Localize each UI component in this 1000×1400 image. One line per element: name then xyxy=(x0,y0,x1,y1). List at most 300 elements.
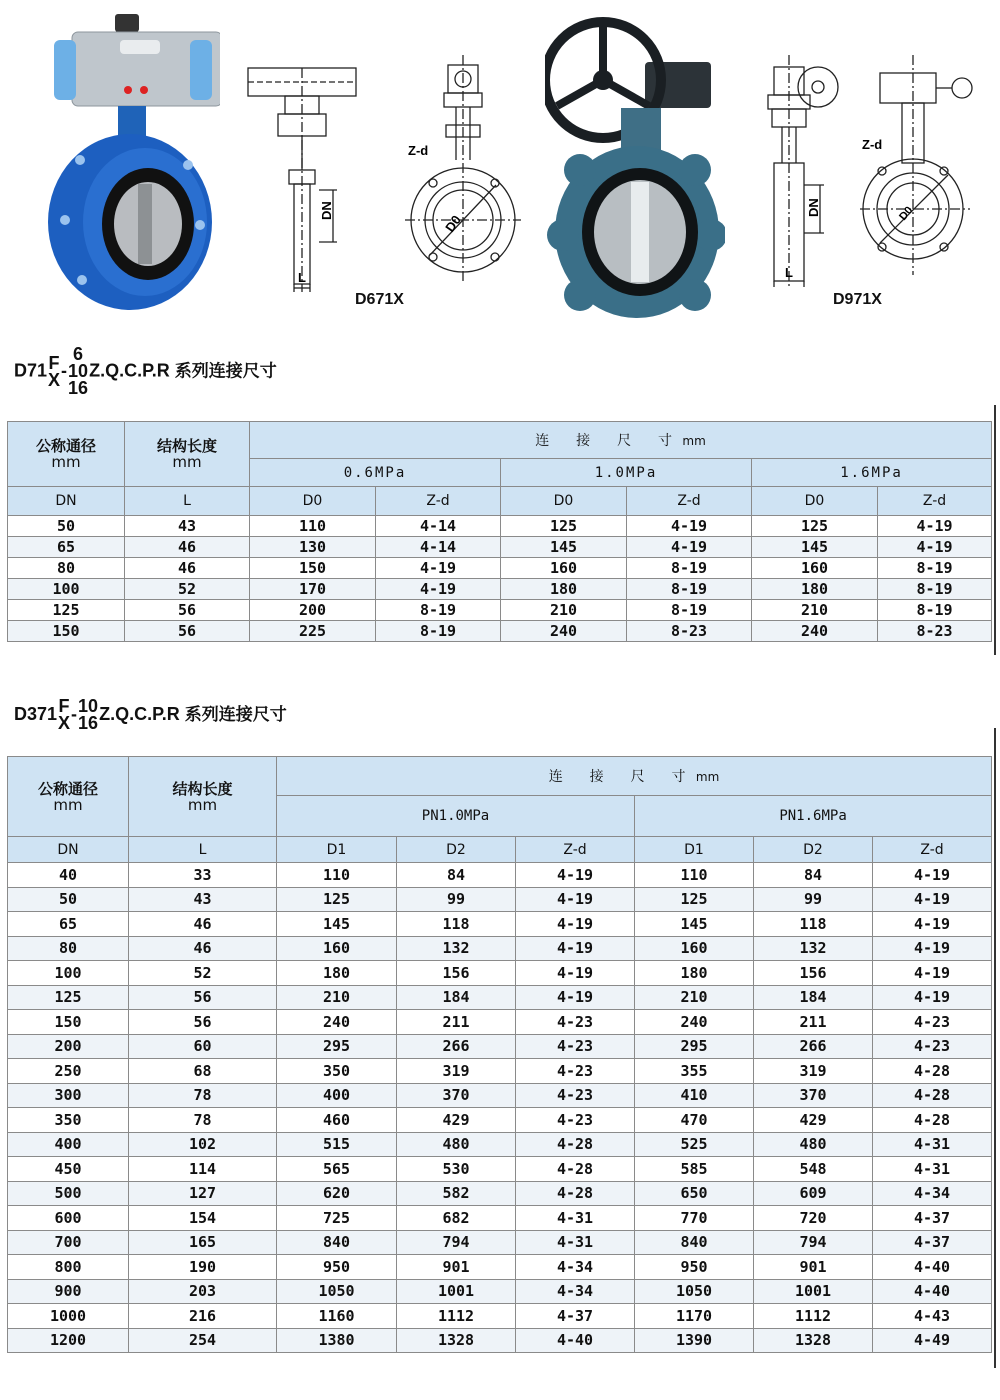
table-cell: 4-19 xyxy=(873,887,992,912)
table-cell: 68 xyxy=(129,1059,277,1084)
table-cell: 240 xyxy=(501,621,627,642)
nominal-diameter-header: 公称通径 mm xyxy=(8,757,129,837)
table-cell: 180 xyxy=(635,961,754,986)
col-header: L xyxy=(125,487,250,516)
table-cell: 52 xyxy=(129,961,277,986)
table-cell: 1050 xyxy=(277,1279,397,1304)
l-dimension-label: L xyxy=(298,270,306,285)
table-cell: 210 xyxy=(277,985,397,1010)
table-row xyxy=(8,1083,992,1108)
table-cell: 429 xyxy=(754,1108,873,1133)
table-cell: 145 xyxy=(635,912,754,937)
table-cell: 4-28 xyxy=(516,1157,635,1182)
table-cell: 8-19 xyxy=(627,579,752,600)
table-cell: 43 xyxy=(125,516,250,537)
title-lower: X xyxy=(48,369,61,390)
table-cell: 160 xyxy=(635,936,754,961)
title-dash: - xyxy=(71,703,78,724)
table-cell: 460 xyxy=(277,1108,397,1133)
table-cell: 118 xyxy=(397,912,516,937)
table-cell: 4-19 xyxy=(627,516,752,537)
table-cell: 52 xyxy=(125,579,250,600)
table-cell: 4-19 xyxy=(376,558,501,579)
table-cell: 8-19 xyxy=(627,600,752,621)
title-upper: F xyxy=(58,696,70,716)
table-cell: 500 xyxy=(8,1181,129,1206)
table-cell: 125 xyxy=(752,516,878,537)
pressure-header: 1.0MPa xyxy=(501,459,752,487)
d0-dimension-label: D0 xyxy=(442,212,464,235)
table-cell: 125 xyxy=(635,887,754,912)
table-cell: 400 xyxy=(277,1083,397,1108)
table-cell: 100 xyxy=(8,579,125,600)
table-cell: 210 xyxy=(501,600,627,621)
table-cell: 8-19 xyxy=(878,558,992,579)
table2-title xyxy=(14,698,287,732)
table-row xyxy=(8,961,992,986)
zd-dimension-label: Z-d xyxy=(862,137,883,152)
table-row xyxy=(8,1328,992,1353)
table-cell: 515 xyxy=(277,1132,397,1157)
title-top: 6 xyxy=(73,344,84,364)
table-cell: 1200 xyxy=(8,1328,129,1353)
table-cell: 370 xyxy=(754,1083,873,1108)
table-cell: 50 xyxy=(8,887,129,912)
table-cell: 210 xyxy=(752,600,878,621)
d671x-side-drawing xyxy=(245,60,360,295)
col-header: Z-d xyxy=(376,487,501,516)
table-cell: 114 xyxy=(129,1157,277,1182)
table-cell: 154 xyxy=(129,1206,277,1231)
col-header: Z-d xyxy=(516,837,635,863)
table-cell: 1170 xyxy=(635,1304,754,1329)
table-cell: 65 xyxy=(8,537,125,558)
table-cell: 480 xyxy=(397,1132,516,1157)
table-cell: 8-23 xyxy=(878,621,992,642)
table-cell: 901 xyxy=(754,1255,873,1280)
table-cell: 565 xyxy=(277,1157,397,1182)
table-cell: 216 xyxy=(129,1304,277,1329)
table-cell: 8-19 xyxy=(878,600,992,621)
table-row xyxy=(8,887,992,912)
pressure-header: 1.6MPa xyxy=(752,459,992,487)
table-cell: 901 xyxy=(397,1255,516,1280)
table-cell: 900 xyxy=(8,1279,129,1304)
table-cell: 4-23 xyxy=(516,1034,635,1059)
col-header: D0 xyxy=(250,487,376,516)
table-cell: 4-37 xyxy=(873,1230,992,1255)
table-cell: 4-37 xyxy=(516,1304,635,1329)
table-row xyxy=(8,1034,992,1059)
table-cell: 43 xyxy=(129,887,277,912)
table-cell: 319 xyxy=(397,1059,516,1084)
table-cell: 56 xyxy=(129,1010,277,1035)
table-cell: 110 xyxy=(277,863,397,888)
table-cell: 4-43 xyxy=(873,1304,992,1329)
table-cell: 370 xyxy=(397,1083,516,1108)
table-cell: 65 xyxy=(8,912,129,937)
col-header: DN xyxy=(8,487,125,516)
table-cell: 150 xyxy=(8,1010,129,1035)
title-bottom: 16 xyxy=(78,713,99,733)
col-header: Z-d xyxy=(627,487,752,516)
table-cell: 80 xyxy=(8,558,125,579)
table-cell: 4-19 xyxy=(873,936,992,961)
table-cell: 4-19 xyxy=(873,985,992,1010)
table-cell: 102 xyxy=(129,1132,277,1157)
table-cell: 840 xyxy=(277,1230,397,1255)
table-cell: 160 xyxy=(752,558,878,579)
table-cell: 720 xyxy=(754,1206,873,1231)
table-cell: 530 xyxy=(397,1157,516,1182)
table-cell: 266 xyxy=(754,1034,873,1059)
table-cell: 8-19 xyxy=(376,621,501,642)
table-cell: 585 xyxy=(635,1157,754,1182)
title-suffix: Z.Q.C.P.R xyxy=(99,703,180,724)
table-cell: 211 xyxy=(397,1010,516,1035)
title-top: 10 xyxy=(78,696,99,716)
table-cell: 1380 xyxy=(277,1328,397,1353)
table-cell: 125 xyxy=(8,985,129,1010)
col-header: D1 xyxy=(277,837,397,863)
table-cell: 4-19 xyxy=(873,863,992,888)
table-cell: 99 xyxy=(754,887,873,912)
table-cell: 240 xyxy=(752,621,878,642)
d971x-model-label: D971X xyxy=(833,291,882,308)
pressure-header: PN1.6MPa xyxy=(635,796,992,837)
connection-dimension-header: 连 接 尺 寸 mm xyxy=(250,422,992,459)
table-cell: 4-19 xyxy=(516,936,635,961)
table-cell: 725 xyxy=(277,1206,397,1231)
table-cell: 950 xyxy=(635,1255,754,1280)
table-cell: 295 xyxy=(635,1034,754,1059)
table-cell: 4-34 xyxy=(516,1255,635,1280)
table-row xyxy=(8,1230,992,1255)
table-row xyxy=(8,1279,992,1304)
table-row xyxy=(8,579,992,600)
l-dimension-label: L xyxy=(785,265,793,280)
table-cell: 525 xyxy=(635,1132,754,1157)
table-row xyxy=(8,912,992,937)
table-cell: 350 xyxy=(277,1059,397,1084)
table-cell: 4-23 xyxy=(873,1034,992,1059)
table-cell: 33 xyxy=(129,863,277,888)
zd-dimension-label: Z-d xyxy=(408,143,429,158)
table-cell: 1001 xyxy=(754,1279,873,1304)
d0-dimension-label: D0 xyxy=(897,204,916,223)
table-cell: 4-14 xyxy=(376,537,501,558)
table-cell: 132 xyxy=(397,936,516,961)
table-cell: 1001 xyxy=(397,1279,516,1304)
nominal-diameter-header: 公称通径 mm xyxy=(8,422,125,487)
table-cell: 4-14 xyxy=(376,516,501,537)
table-cell: 145 xyxy=(752,537,878,558)
table-cell: 794 xyxy=(754,1230,873,1255)
table-cell: 1328 xyxy=(754,1328,873,1353)
table-cell: 4-31 xyxy=(516,1206,635,1231)
table-cell: 319 xyxy=(754,1059,873,1084)
page-edge-bar xyxy=(994,405,996,655)
table-row xyxy=(8,985,992,1010)
table-cell: 125 xyxy=(277,887,397,912)
title-lower: X xyxy=(58,713,71,733)
d971x-front-drawing xyxy=(860,45,975,280)
table-cell: 145 xyxy=(277,912,397,937)
structural-length-header: 结构长度 mm xyxy=(125,422,250,487)
table-cell: 200 xyxy=(250,600,376,621)
table-cell: 609 xyxy=(754,1181,873,1206)
table-cell: 4-23 xyxy=(516,1108,635,1133)
table-cell: 700 xyxy=(8,1230,129,1255)
table-cell: 125 xyxy=(501,516,627,537)
table-cell: 4-40 xyxy=(516,1328,635,1353)
table-cell: 4-28 xyxy=(873,1059,992,1084)
table-cell: 170 xyxy=(250,579,376,600)
table-cell: 110 xyxy=(635,863,754,888)
table-cell: 4-19 xyxy=(878,516,992,537)
table-row xyxy=(8,1304,992,1329)
table-cell: 429 xyxy=(397,1108,516,1133)
table-cell: 180 xyxy=(501,579,627,600)
table-cell: 200 xyxy=(8,1034,129,1059)
dn-dimension-label: DN xyxy=(319,201,334,220)
table-cell: 225 xyxy=(250,621,376,642)
table-cell: 1390 xyxy=(635,1328,754,1353)
table-cell: 4-31 xyxy=(873,1132,992,1157)
table-cell: 46 xyxy=(129,912,277,937)
table-cell: 99 xyxy=(397,887,516,912)
table-cell: 250 xyxy=(8,1059,129,1084)
table-cell: 4-34 xyxy=(873,1181,992,1206)
table-row xyxy=(8,1108,992,1133)
table-cell: 180 xyxy=(752,579,878,600)
table-cell: 600 xyxy=(8,1206,129,1231)
table-cell: 4-19 xyxy=(516,912,635,937)
table-row xyxy=(8,1157,992,1182)
table-cell: 254 xyxy=(129,1328,277,1353)
table-cell: 4-34 xyxy=(516,1279,635,1304)
table-cell: 4-37 xyxy=(873,1206,992,1231)
table-cell: 4-23 xyxy=(516,1010,635,1035)
table-cell: 4-19 xyxy=(516,887,635,912)
table1-connection-dimensions xyxy=(7,421,992,642)
table-cell: 4-49 xyxy=(873,1328,992,1353)
table-cell: 4-40 xyxy=(873,1255,992,1280)
table-cell: 4-23 xyxy=(873,1010,992,1035)
connection-dimension-header: 连 接 尺 寸 mm xyxy=(277,757,992,796)
col-header: D0 xyxy=(501,487,627,516)
table-cell: 4-19 xyxy=(873,961,992,986)
table-cell: 160 xyxy=(501,558,627,579)
table-cell: 100 xyxy=(8,961,129,986)
table-cell: 150 xyxy=(250,558,376,579)
table-cell: 184 xyxy=(397,985,516,1010)
structural-length-header: 结构长度 mm xyxy=(129,757,277,837)
col-header: Z-d xyxy=(878,487,992,516)
table-cell: 1160 xyxy=(277,1304,397,1329)
table-cell: 145 xyxy=(501,537,627,558)
col-header: L xyxy=(129,837,277,863)
title-series-text: 系列连接尺寸 xyxy=(184,704,287,725)
table-cell: 582 xyxy=(397,1181,516,1206)
table-cell: 156 xyxy=(397,961,516,986)
table-cell: 165 xyxy=(129,1230,277,1255)
table-cell: 4-19 xyxy=(873,912,992,937)
gear-operated-lug-valve-photo xyxy=(545,10,725,320)
table-cell: 240 xyxy=(635,1010,754,1035)
table-cell: 84 xyxy=(754,863,873,888)
table-cell: 80 xyxy=(8,936,129,961)
table-cell: 203 xyxy=(129,1279,277,1304)
table-row xyxy=(8,516,992,537)
table-cell: 46 xyxy=(129,936,277,961)
table-cell: 350 xyxy=(8,1108,129,1133)
table-cell: 8-23 xyxy=(627,621,752,642)
dn-dimension-label: DN xyxy=(806,198,821,217)
table-cell: 50 xyxy=(8,516,125,537)
table-cell: 4-19 xyxy=(376,579,501,600)
table-cell: 1000 xyxy=(8,1304,129,1329)
col-header: D0 xyxy=(752,487,878,516)
table-cell: 1112 xyxy=(397,1304,516,1329)
table-cell: 56 xyxy=(129,985,277,1010)
col-header: Z-d xyxy=(873,837,992,863)
col-header: D2 xyxy=(397,837,516,863)
table-cell: 78 xyxy=(129,1108,277,1133)
table-row xyxy=(8,1010,992,1035)
table-cell: 950 xyxy=(277,1255,397,1280)
table-cell: 127 xyxy=(129,1181,277,1206)
table-row xyxy=(8,863,992,888)
title-upper: F xyxy=(48,352,60,373)
title-series-text: 系列连接尺寸 xyxy=(174,361,277,382)
table-cell: 295 xyxy=(277,1034,397,1059)
d971x-side-drawing xyxy=(760,45,845,290)
table-cell: 156 xyxy=(754,961,873,986)
table-cell: 4-19 xyxy=(516,985,635,1010)
table-cell: 180 xyxy=(277,961,397,986)
table-cell: 4-28 xyxy=(516,1132,635,1157)
table-row xyxy=(8,558,992,579)
table-cell: 4-28 xyxy=(873,1083,992,1108)
table-cell: 125 xyxy=(8,600,125,621)
table-cell: 266 xyxy=(397,1034,516,1059)
table-row xyxy=(8,936,992,961)
table-cell: 132 xyxy=(754,936,873,961)
table-cell: 210 xyxy=(635,985,754,1010)
table-cell: 300 xyxy=(8,1083,129,1108)
column-header-row xyxy=(8,487,992,516)
table-cell: 4-31 xyxy=(873,1157,992,1182)
table-cell: 8-19 xyxy=(376,600,501,621)
title-prefix: D71 xyxy=(14,360,48,381)
title-mid: 10 xyxy=(68,361,89,381)
table-cell: 4-40 xyxy=(873,1279,992,1304)
table-cell: 118 xyxy=(754,912,873,937)
column-header-row xyxy=(8,837,992,863)
table-cell: 770 xyxy=(635,1206,754,1231)
table-cell: 548 xyxy=(754,1157,873,1182)
table-cell: 1328 xyxy=(397,1328,516,1353)
table-cell: 355 xyxy=(635,1059,754,1084)
table-cell: 78 xyxy=(129,1083,277,1108)
table-cell: 470 xyxy=(635,1108,754,1133)
table-cell: 4-23 xyxy=(516,1083,635,1108)
table2-connection-dimensions xyxy=(7,756,992,1353)
table-cell: 410 xyxy=(635,1083,754,1108)
title-bottom: 16 xyxy=(68,378,89,398)
table-cell: 130 xyxy=(250,537,376,558)
d671x-front-drawing xyxy=(400,55,525,285)
table-row xyxy=(8,537,992,558)
table1-title xyxy=(14,346,277,397)
table-cell: 1112 xyxy=(754,1304,873,1329)
table-cell: 40 xyxy=(8,863,129,888)
table-cell: 840 xyxy=(635,1230,754,1255)
table-cell: 4-28 xyxy=(516,1181,635,1206)
table-cell: 4-31 xyxy=(516,1230,635,1255)
table-row xyxy=(8,600,992,621)
table-cell: 46 xyxy=(125,558,250,579)
title-dash: - xyxy=(61,360,68,381)
table-row xyxy=(8,1255,992,1280)
table-cell: 240 xyxy=(277,1010,397,1035)
d671x-model-label: D671X xyxy=(355,291,404,308)
table-cell: 56 xyxy=(125,600,250,621)
col-header: DN xyxy=(8,837,129,863)
table-row xyxy=(8,1059,992,1084)
table-row xyxy=(8,1181,992,1206)
table-cell: 56 xyxy=(125,621,250,642)
table-cell: 800 xyxy=(8,1255,129,1280)
table-cell: 4-19 xyxy=(516,863,635,888)
table-row xyxy=(8,1132,992,1157)
table-cell: 8-19 xyxy=(878,579,992,600)
table-cell: 4-19 xyxy=(878,537,992,558)
table-cell: 4-28 xyxy=(873,1108,992,1133)
table-cell: 400 xyxy=(8,1132,129,1157)
table-cell: 480 xyxy=(754,1132,873,1157)
title-prefix: D371 xyxy=(14,703,58,724)
table-cell: 184 xyxy=(754,985,873,1010)
table-cell: 4-19 xyxy=(516,961,635,986)
table-cell: 4-19 xyxy=(627,537,752,558)
table-cell: 46 xyxy=(125,537,250,558)
col-header: D1 xyxy=(635,837,754,863)
table-cell: 794 xyxy=(397,1230,516,1255)
pneumatic-butterfly-valve-photo xyxy=(40,10,220,315)
table-cell: 8-19 xyxy=(627,558,752,579)
table-cell: 60 xyxy=(129,1034,277,1059)
table-cell: 190 xyxy=(129,1255,277,1280)
title-suffix: Z.Q.C.P.R xyxy=(89,360,170,381)
table-cell: 160 xyxy=(277,936,397,961)
table-cell: 620 xyxy=(277,1181,397,1206)
pressure-header: PN1.0MPa xyxy=(277,796,635,837)
table-row xyxy=(8,621,992,642)
table-cell: 4-23 xyxy=(516,1059,635,1084)
table-row xyxy=(8,1206,992,1231)
table-cell: 650 xyxy=(635,1181,754,1206)
pressure-header: 0.6MPa xyxy=(250,459,501,487)
table-cell: 1050 xyxy=(635,1279,754,1304)
table-cell: 150 xyxy=(8,621,125,642)
table-cell: 682 xyxy=(397,1206,516,1231)
table-cell: 84 xyxy=(397,863,516,888)
table-cell: 450 xyxy=(8,1157,129,1182)
page-edge-bar xyxy=(994,728,996,1368)
col-header: D2 xyxy=(754,837,873,863)
